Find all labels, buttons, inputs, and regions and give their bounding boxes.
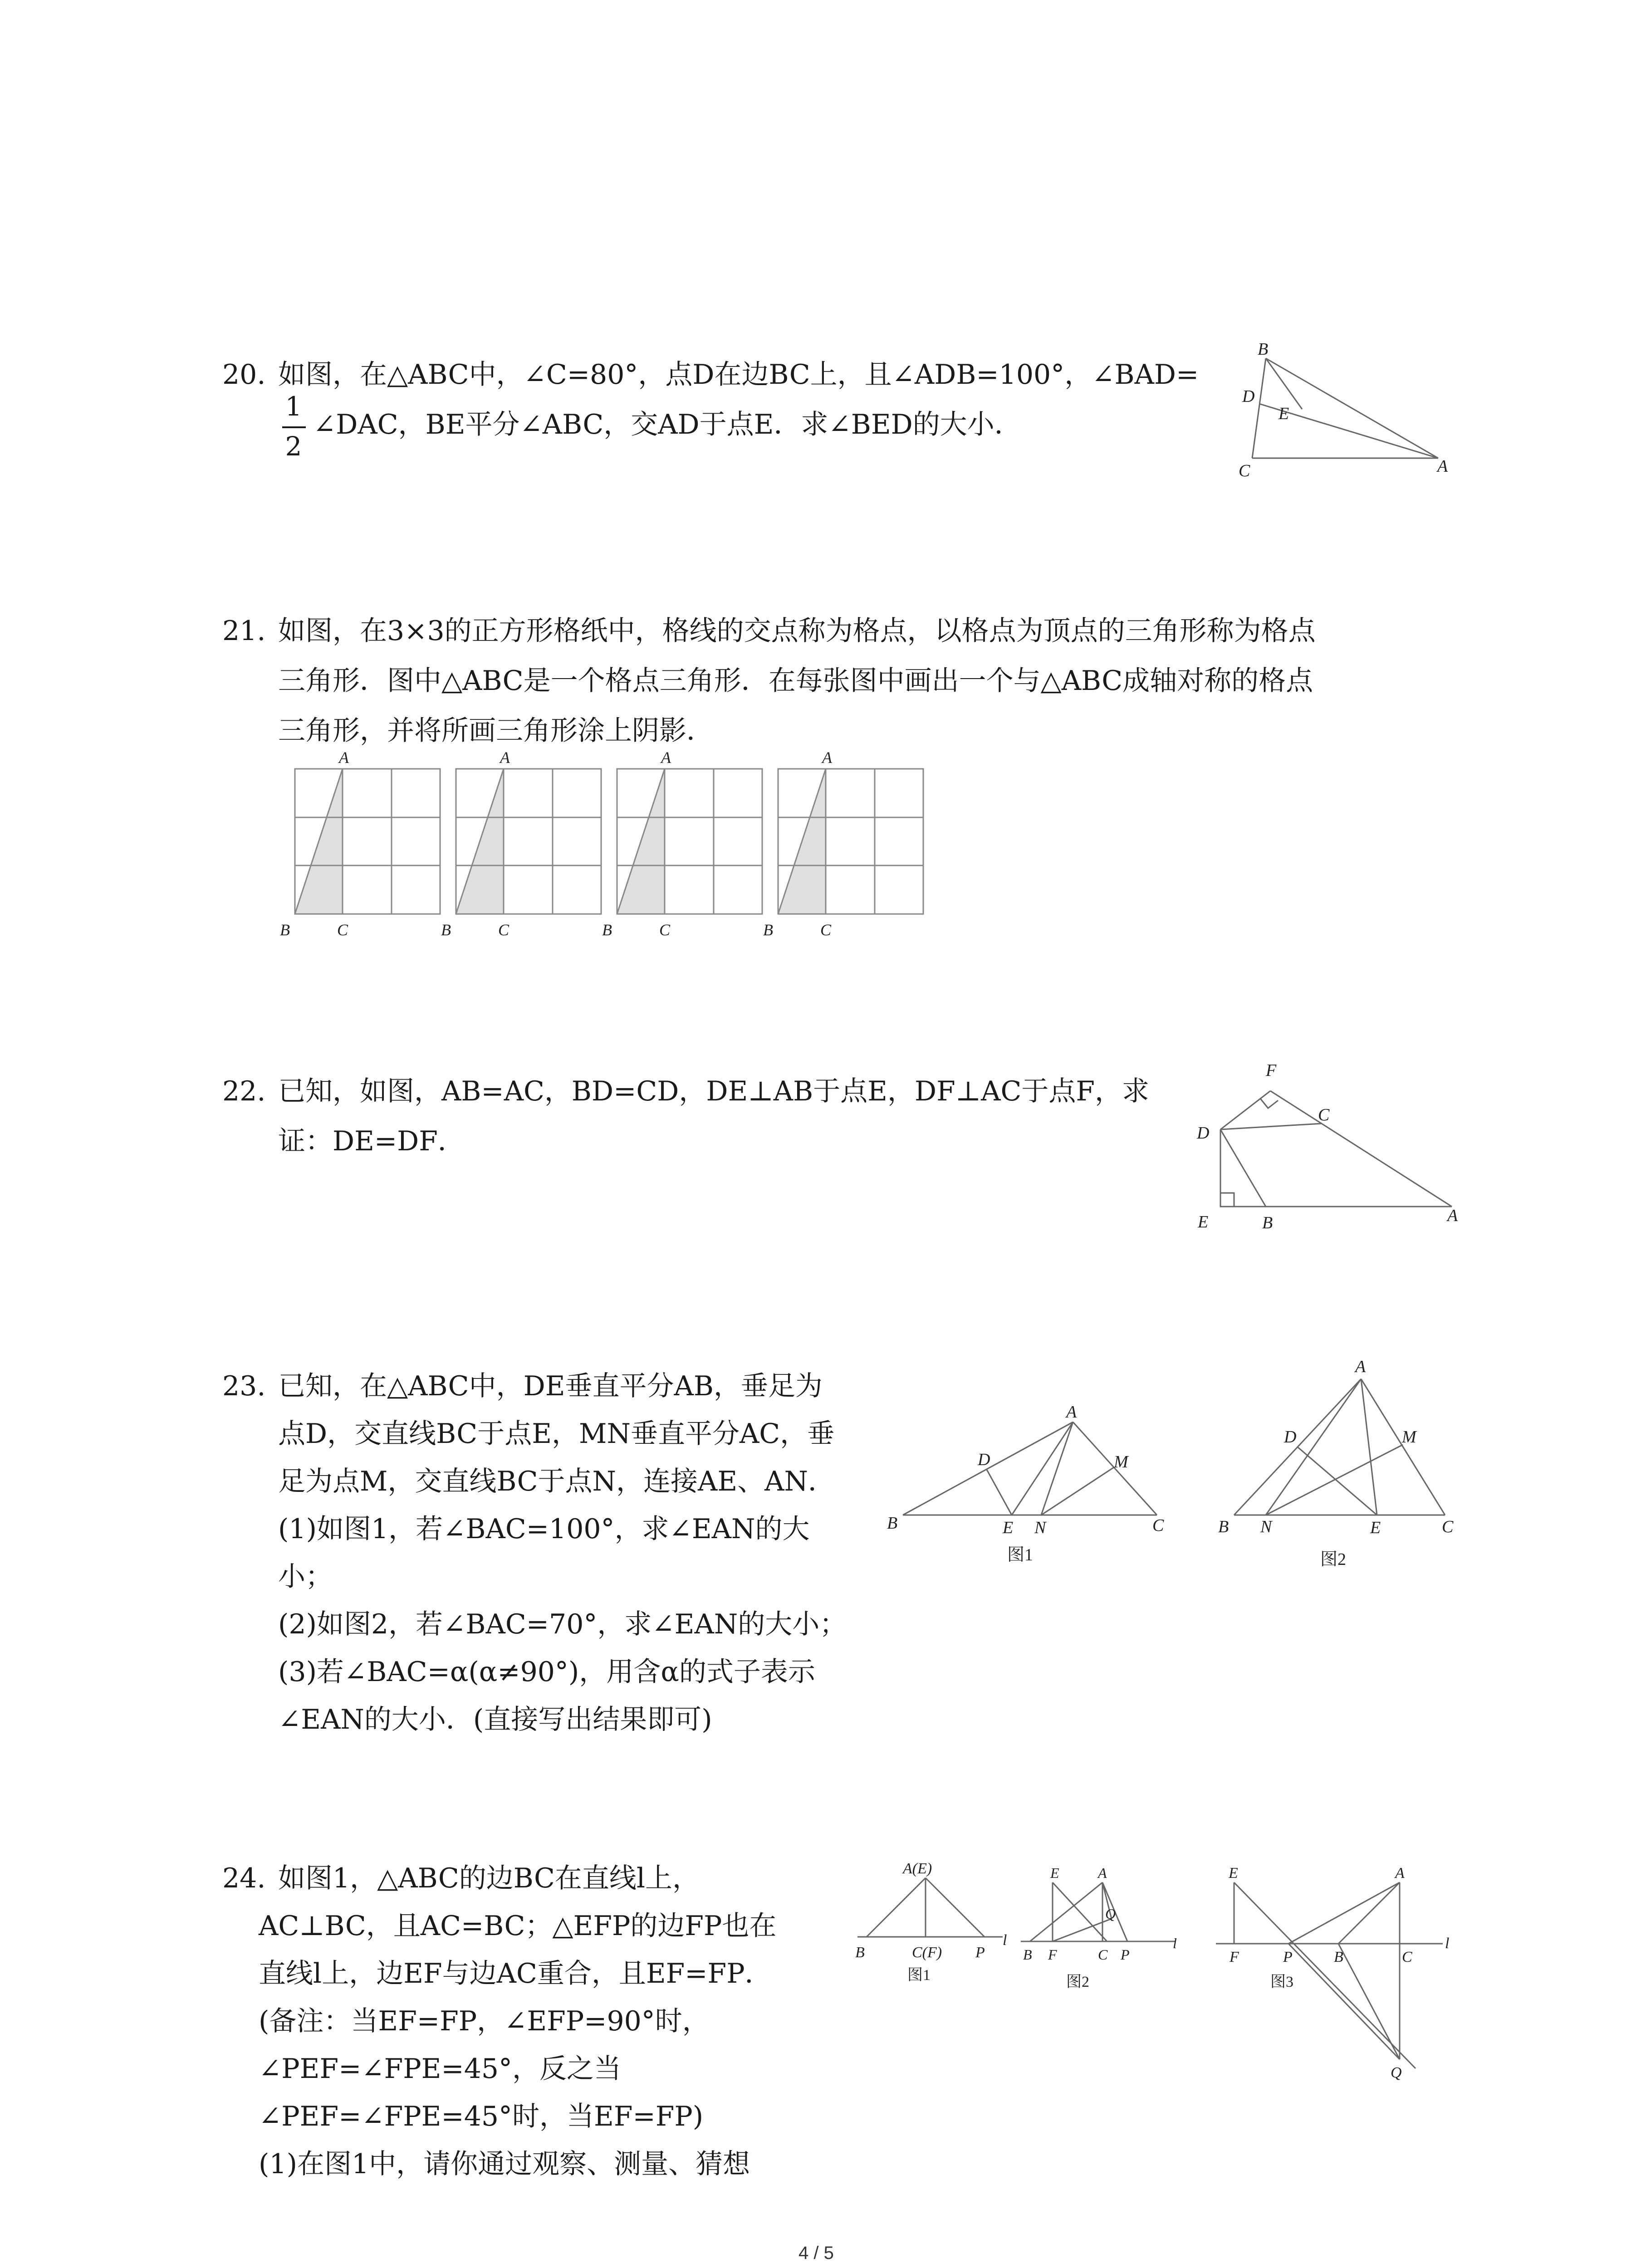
q23-figure-1 [885,1393,1175,1583]
label-C: C [1152,1516,1164,1535]
label-C: C [1442,1517,1454,1536]
question-text-line: 三角形，并将所画三角形涂上阴影． [278,715,714,747]
label-P: P [975,1944,985,1961]
label-E: E [1370,1518,1381,1537]
label-D: D [1284,1427,1297,1447]
question-text-line: (3)若∠BAC=α(α≠90°)，用含α的式子表示 [278,1656,815,1688]
question-number: 21. [222,615,266,647]
label-A: A [1447,1206,1458,1225]
question-number: 20. [222,359,266,391]
question-text-line: (备注：当EF=FP，∠EFP=90°时， [259,2005,710,2037]
q21-grid-2 [436,748,608,939]
label-AE: A(E) [903,1860,932,1877]
label-D: D [1197,1124,1210,1143]
label-A: A [1437,457,1448,476]
question-number: 23. [222,1370,266,1402]
label-Q: Q [1391,2064,1402,2081]
label-M: M [1114,1452,1128,1471]
question-text-line: ∠DAC，BE平分∠ABC，交AD于点E．求∠BED的大小． [313,409,1022,440]
question-text-line: (2)如图2，若∠BAC=70°，求∠EAN的大小； [278,1608,847,1640]
label-E: E [1279,404,1289,423]
label-A: A [1098,1865,1107,1881]
page-number: 4 / 5 [798,2243,834,2263]
label-P: P [1121,1946,1130,1963]
q24-figure-1 [848,1855,1021,2005]
question-text-line: 已知，在△ABC中，DE垂直平分AB，垂足为 [278,1370,823,1402]
question-text-line: 足为点M，交直线BC于点N，连接AE、AN． [278,1466,836,1497]
label-B: B [1218,1517,1229,1536]
label-C: C [1098,1946,1108,1963]
question-text-line: 已知，如图，AB=AC，BD=CD，DE⊥AB于点E，DF⊥AC于点F，求 [278,1075,1149,1107]
question-text-line: ∠EAN的大小．(直接写出结果即可) [278,1704,712,1735]
fraction-denominator: 2 [285,431,302,462]
label-C: C [337,921,348,939]
label-A: A [661,748,671,767]
label-P: P [1283,1949,1293,1965]
label-A: A [500,748,510,767]
label-C: C [820,921,832,939]
figure-caption: 图3 [1270,1974,1293,1990]
label-B: B [855,1944,865,1961]
q21-grid-3 [597,748,769,939]
q24-figure-2 [1016,1855,1189,2009]
figure-caption: 图2 [1066,1974,1089,1990]
label-M: M [1402,1427,1416,1447]
label-F: F [1048,1946,1057,1963]
q23-figure-2 [1216,1352,1461,1579]
q21-grid-1 [274,748,447,939]
label-N: N [1260,1517,1272,1536]
label-l: l [1003,1932,1007,1949]
label-E: E [1229,1865,1238,1882]
label-B: B [602,921,612,939]
label-N: N [1034,1518,1046,1537]
label-B: B [1262,1213,1273,1232]
label-D: D [978,1450,990,1469]
label-l: l [1445,1935,1450,1952]
question-text-line: 三角形．图中△ABC是一个格点三角形．在每张图中画出一个与△ABC成轴对称的格点 [278,665,1313,697]
question-text-line: (1)在图1中，请你通过观察、测量、猜想 [259,2148,750,2180]
label-C: C [498,921,509,939]
label-D: D [1242,387,1255,406]
q21-grid-4 [758,748,930,939]
question-text-line: 如图，在△ABC中，∠C=80°，点D在边BC上，且∠ADB=100°，∠BAD= [278,359,1199,391]
figure-caption: 图1 [907,1967,931,1984]
q20-triangle-figure [1225,336,1452,490]
label-Q: Q [1105,1906,1116,1922]
q24-figure-3 [1207,1855,1461,2082]
question-text-line: 直线l上，边EF与边AC重合，且EF=FP． [259,1958,772,1989]
label-A: A [822,748,832,767]
label-B: B [887,1514,898,1533]
question-text-line: 如图1，△ABC的边BC在直线l上， [278,1862,700,1894]
label-B: B [441,921,451,939]
question-number: 24. [222,1862,266,1894]
label-B: B [763,921,773,939]
label-B: B [280,921,290,939]
label-F: F [1230,1949,1239,1965]
question-text-line: 点D，交直线BC于点E，MN垂直平分AC，垂 [278,1418,835,1450]
q22-figure [1180,1057,1461,1247]
question-text-line: 证：DE=DF． [278,1125,465,1157]
fraction-numerator: 1 [285,391,302,422]
label-A: A [339,748,349,767]
question-text-line: (1)如图1，若∠BAC=100°，求∠EAN的大 [278,1513,810,1545]
label-B: B [1334,1949,1343,1965]
label-C: C [1318,1105,1330,1124]
question-text-line: ∠PEF=∠FPE=45°，反之当 [259,2053,622,2085]
label-F: F [1266,1061,1277,1080]
label-E: E [1198,1212,1209,1232]
question-number: 22. [222,1075,266,1107]
label-C: C [659,921,671,939]
label-CF: C(F) [912,1944,942,1961]
label-B: B [1258,340,1269,359]
figure-caption: 图2 [1320,1550,1347,1569]
question-text-line: 如图，在3×3的正方形格纸中，格线的交点称为格点，以格点为顶点的三角形称为格点 [278,615,1316,647]
question-text-line: 小； [278,1561,333,1593]
label-B: B [1023,1946,1032,1963]
fraction-bar [282,426,306,428]
label-l: l [1173,1935,1177,1951]
figure-caption: 图1 [1007,1545,1034,1564]
question-text-line: ∠PEF=∠FPE=45°时，当EF=FP) [259,2101,704,2132]
label-C: C [1402,1949,1412,1965]
question-text-line: AC⊥BC，且AC=BC；△EFP的边FP也在 [259,1910,777,1942]
label-E: E [1003,1518,1014,1537]
label-E: E [1050,1865,1059,1881]
label-A: A [1395,1865,1405,1882]
label-C: C [1239,461,1250,480]
label-A: A [1066,1403,1077,1422]
label-A: A [1355,1357,1366,1376]
